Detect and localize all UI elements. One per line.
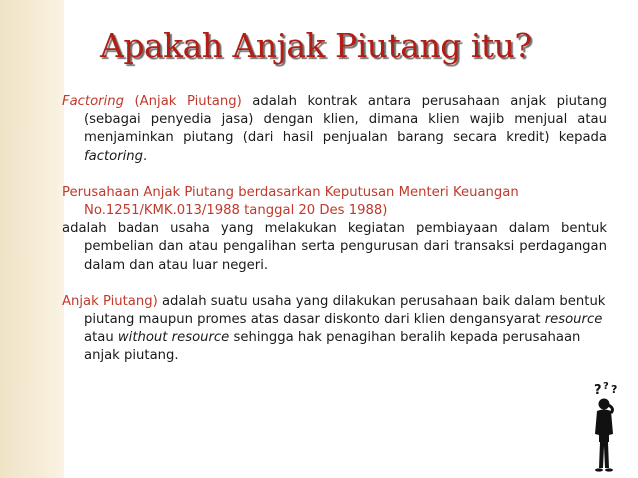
- question-mark-icon: ?: [611, 383, 618, 396]
- question-mark-icon: ?: [594, 383, 602, 398]
- definition-text-a: adalah suatu usaha yang dilakukan perusahaan baik dalam bentuk piutang maupun promes atas dasar diskonto dari klien dengansyarat: [84, 293, 606, 328]
- definition-anjak-piutang: [62, 293, 607, 366]
- thinking-person-question-marks-icon: [584, 378, 624, 474]
- term-factoring: Factoring: [62, 94, 124, 109]
- slide-title: Apakah Anjak Piutang itu?: [100, 26, 532, 65]
- slide-content: [62, 93, 607, 366]
- term-anjak-piutang: Anjak Piutang): [62, 293, 158, 309]
- definition-text-c: sehingga hak penagihan beralih kepada perusahaan anjak piutang.: [84, 330, 581, 364]
- definition-end: .: [143, 148, 148, 164]
- term-without-resource: without resource: [117, 330, 230, 346]
- definition-text: adalah kontrak antara perusahaan anjak piutang (sebagai penyedia jasa) dengan klien, dimana klien wajib menjual atau menjaminkan piutang (dari hasil penjualan barang secara kredit) kepada: [84, 94, 607, 146]
- question-mark-icon: ?: [603, 381, 609, 392]
- definition-factoring: [62, 93, 607, 166]
- company-definition: adalah badan usaha yang melakukan kegiatan pembiayaan dalam bentuk pembelian dan atau pengalihan serta pengurusan dari transaksi perdagangan dalam dan atau luar negeri.: [62, 221, 607, 273]
- decorative-side-strip: [0, 0, 64, 478]
- definition-text-b: atau: [84, 330, 118, 346]
- definition-term-italic: factoring: [84, 148, 144, 164]
- term-resource: resource: [544, 312, 603, 328]
- regulation-reference: Perusahaan Anjak Piutang berdasarkan Keputusan Menteri Keuangan No.1251/KMK.013/1988 tanggal 20 Des 1988): [62, 184, 519, 219]
- term-factoring-paren: (Anjak Piutang): [123, 94, 242, 109]
